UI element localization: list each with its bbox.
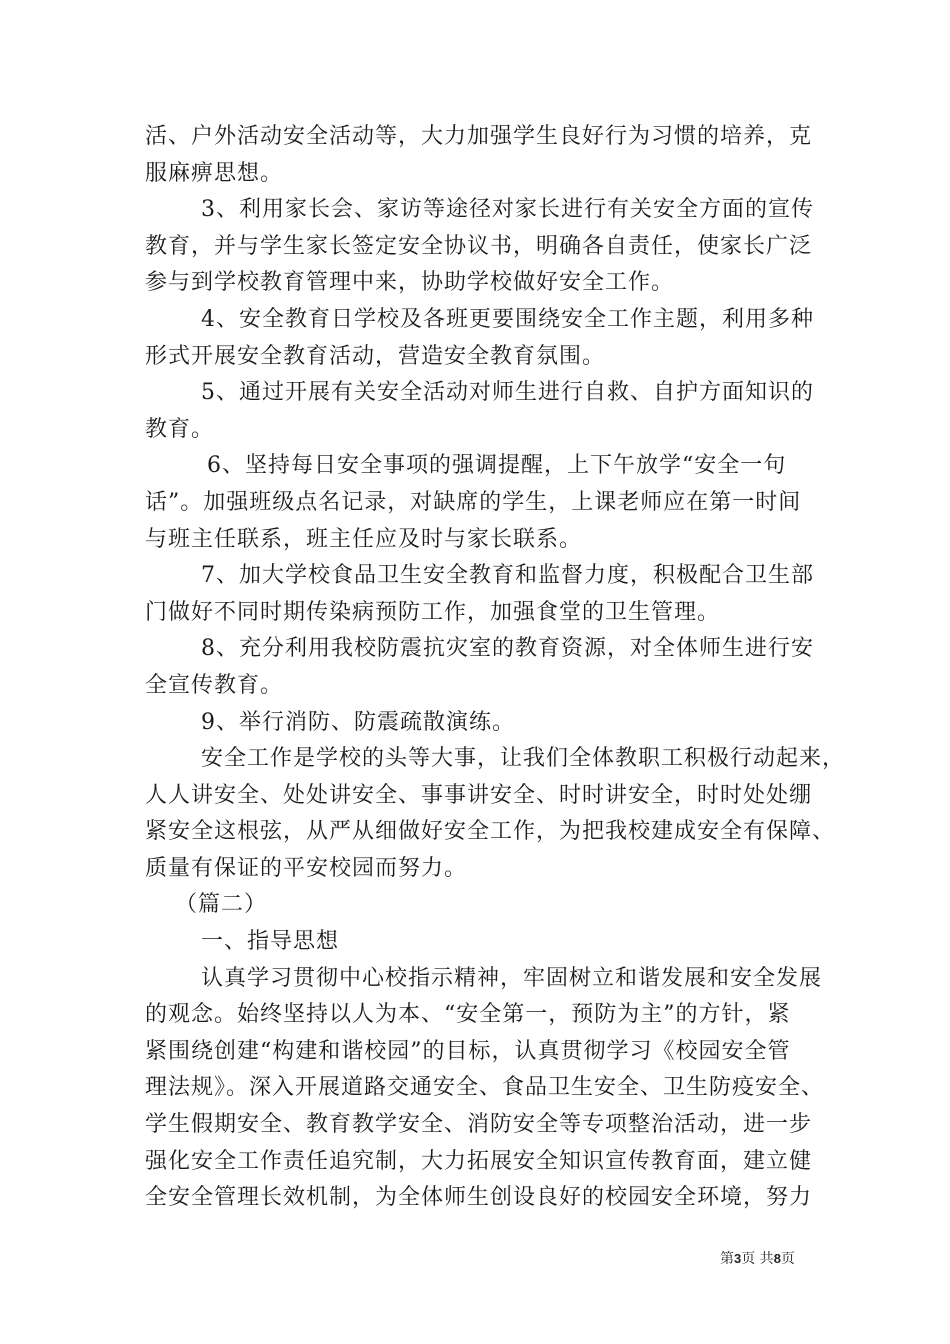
text-line: 教育，并与学生家长签定安全协议书，明确各自责任，使家长广泛 xyxy=(145,233,813,259)
text-line: 门做好不同时期传染病预防工作，加强食堂的卫生管理。 xyxy=(145,599,721,625)
text-line: 人人讲安全、处处讲安全、事事讲安全、时时讲安全，时时处处绷 xyxy=(145,782,813,808)
paragraph-line: 安全工作是学校的头等大事，让我们全体教职工积极行动起来， xyxy=(201,746,846,772)
text-line: 的观念。始终坚持以人为本、“安全第一，预防为主”的方针，紧 xyxy=(145,1002,791,1028)
page-number: 3 xyxy=(734,1251,742,1266)
text-line: 参与到学校教育管理中来，协助学校做好安全工作。 xyxy=(145,270,675,296)
text-line: 紧安全这根弦，从严从细做好安全工作，为把我校建成安全有保障、 xyxy=(145,819,836,845)
text-line: 学生假期安全、教育教学安全、消防安全等专项整治活动，进一步 xyxy=(145,1112,813,1138)
text-line: 教育。 xyxy=(145,416,215,442)
section-heading: 一、指导思想 xyxy=(201,929,340,955)
text-line: 全安全管理长效机制，为全体师生创设良好的校园安全环境，努力 xyxy=(145,1185,813,1211)
list-item-5-line: 5、通过开展有关安全活动对师生进行自救、自护方面知识的 xyxy=(201,380,814,406)
text-line: 话”。加强班级点名记录，对缺席的学生，上课老师应在第一时间 xyxy=(145,489,802,515)
text-line: 与班主任联系，班主任应及时与家长联系。 xyxy=(145,526,583,552)
text-line: 形式开展安全教育活动，营造安全教育氛围。 xyxy=(145,343,606,369)
footer-middle: 页 共 xyxy=(741,1251,774,1267)
page-footer xyxy=(720,1248,840,1268)
list-item-7-line: 7、加大学校食品卫生安全教育和监督力度，积极配合卫生部 xyxy=(201,563,814,589)
total-pages: 8 xyxy=(773,1251,781,1266)
paragraph-line: 认真学习贯彻中心校指示精神，牢固树立和谐发展和安全发展 xyxy=(201,965,823,991)
text-line: 强化安全工作责任追究制，大力拓展安全知识宣传教育面，建立健 xyxy=(145,1148,813,1174)
text-line: 理法规》。深入开展道路交通安全、食品卫生安全、卫生防疫安全、 xyxy=(145,1075,825,1101)
body-text xyxy=(145,119,846,1217)
list-item-3-line: 3、利用家长会、家访等途径对家长进行有关安全方面的宣传 xyxy=(201,197,814,223)
list-item-8-line: 8、充分利用我校防震抗灾室的教育资源，对全体师生进行安 xyxy=(201,636,814,662)
list-item-6-line: 6、坚持每日安全事项的强调提醒，上下午放学“安全一句 xyxy=(207,453,787,479)
text-line: 紧围绕创建“构建和谐校园”的目标，认真贯彻学习《校园安全管 xyxy=(145,1038,791,1064)
text-line: 服麻痹思想。 xyxy=(145,160,284,186)
footer-suffix: 页 xyxy=(780,1251,795,1267)
list-item-4-line: 4、安全教育日学校及各班更要围绕安全工作主题，利用多种 xyxy=(201,306,814,332)
section-label: （篇二） xyxy=(175,892,268,918)
text-line: 全宣传教育。 xyxy=(145,672,284,698)
text-line: 活、户外活动安全活动等，大力加强学生良好行为习惯的培养，克 xyxy=(145,124,813,149)
list-item-9-line: 9、举行消防、防震疏散演练。 xyxy=(201,709,515,735)
text-line: 质量有保证的平安校园而努力。 xyxy=(145,855,468,881)
footer-prefix: 第 xyxy=(720,1251,734,1267)
